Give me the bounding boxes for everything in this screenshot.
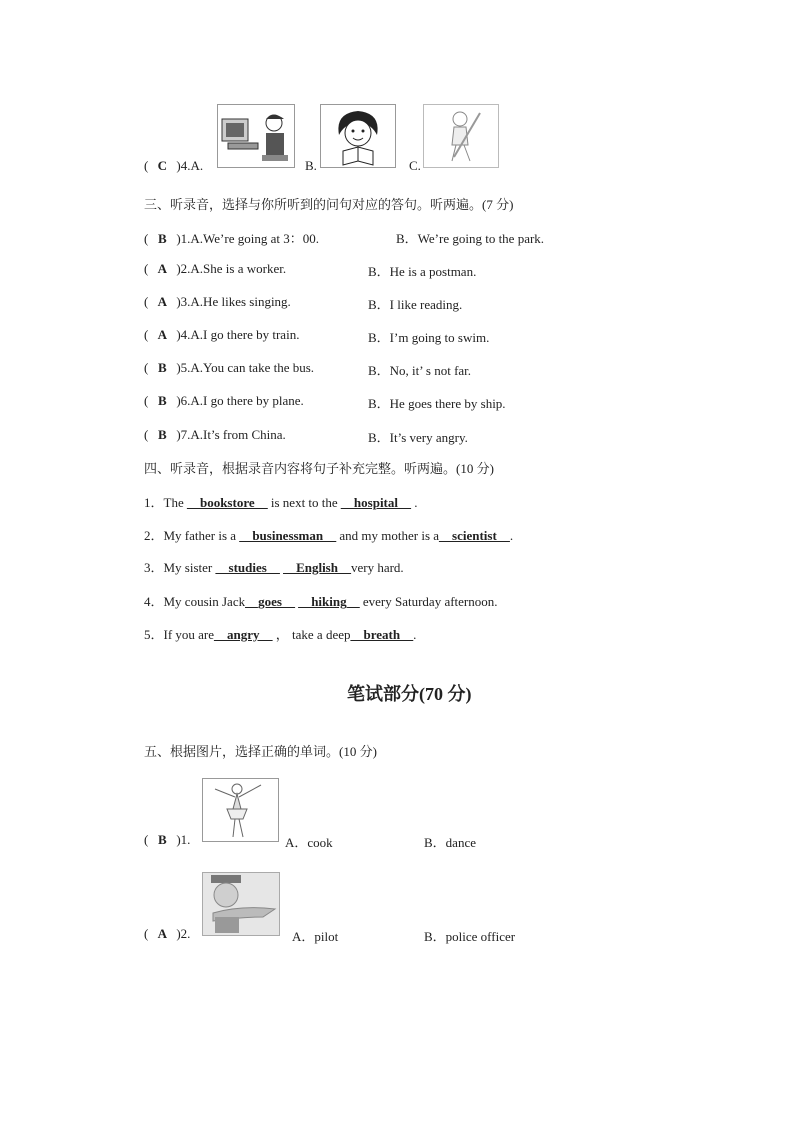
- list-item: ( B )6.A.I go there by plane.: [144, 393, 304, 408]
- list-item: ( A )2.: [144, 926, 191, 941]
- list-item: ( B )5.A.You can take the bus.: [144, 360, 315, 375]
- q4-row: ( C )4.A.: [144, 158, 204, 173]
- sentence-1: 1．The __bookstore__ is next to the __hospital__ .: [144, 495, 418, 510]
- section4-heading: 四、听录音，根据录音内容将句子补充完整。听两遍。(10 分): [144, 461, 494, 476]
- question-number: 4.A.: [180, 158, 204, 173]
- option-b: B．No, it’ s not far.: [368, 363, 472, 378]
- list-item: ( B )1.A.We’re going at 3：00.: [144, 231, 319, 246]
- boy-sweeping-picture: [423, 104, 499, 168]
- option-b: B．I’m going to swim.: [368, 330, 490, 345]
- section5-heading: 五、根据图片，选择正确的单词。(10 分): [144, 744, 377, 759]
- dancer-picture: [202, 778, 279, 842]
- answer: C: [157, 158, 168, 173]
- section3-heading: 三、听录音，选择与你所听到的问句对应的答句。听两遍。(7 分): [144, 197, 514, 212]
- list-item: ( B )1.: [144, 832, 191, 847]
- option-b: B．He is a postman.: [368, 264, 477, 279]
- option-b: B．It’s very angry.: [368, 430, 468, 445]
- list-item: ( A )3.A.He likes singing.: [144, 294, 291, 309]
- computer-user-picture: [217, 104, 295, 168]
- option-a: A．pilot: [292, 929, 339, 944]
- girl-reading-picture: [320, 104, 396, 168]
- list-item: ( A )4.A.I go there by train.: [144, 327, 300, 342]
- sentence-5: 5．If you are__angry__ ， take a deep__breath__.: [144, 627, 417, 642]
- sentence-4: 4．My cousin Jack__goes__ __hiking__ every Saturday afternoon.: [144, 594, 498, 609]
- list-item: ( A )2.A.She is a worker.: [144, 261, 287, 276]
- option-b: B．police officer: [424, 929, 516, 944]
- option-b: B．He goes there by ship.: [368, 396, 506, 411]
- sentence-2: 2．My father is a __businessman__ and my mother is a__scientist__.: [144, 528, 514, 543]
- sentence-3: 3．My sister __studies__ __English__very hard.: [144, 560, 404, 575]
- option-b: B．We’re going to the park.: [396, 231, 545, 246]
- list-item: ( B )7.A.It’s from China.: [144, 427, 286, 442]
- option-b: B．dance: [424, 835, 476, 850]
- written-part-title: 笔试部分(70 分): [347, 684, 472, 704]
- option-a: A．cook: [285, 835, 333, 850]
- option-b-label: B.: [305, 158, 317, 173]
- option-b: B．I like reading.: [368, 297, 463, 312]
- option-c-label: C.: [409, 158, 421, 173]
- pilot-picture: [202, 872, 280, 936]
